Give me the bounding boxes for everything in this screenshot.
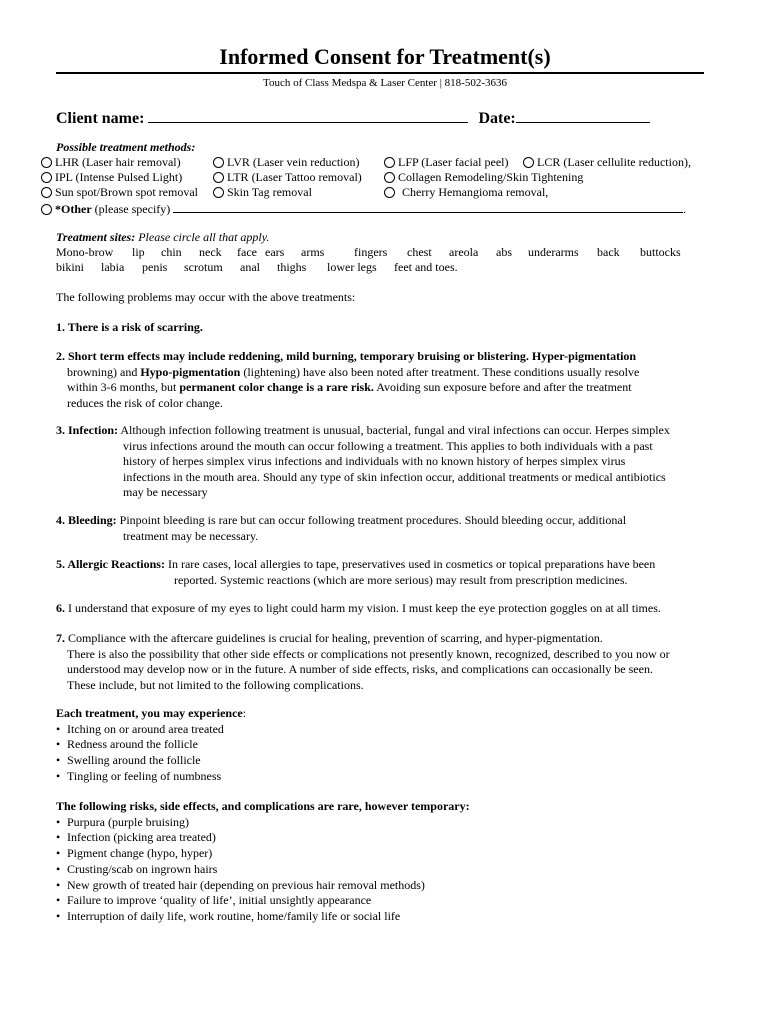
item-3-text: Although infection following treatment is unusual, bacterial, fungal and viral infections can occur. Herpes simplex: [120, 423, 670, 437]
option-label: Skin Tag removal: [227, 185, 312, 199]
client-name-field[interactable]: [148, 108, 468, 123]
clinic-contact-line: Touch of Class Medspa & Laser Center | 818-502-3636: [263, 77, 507, 89]
item-2-hypo-label: Hypo-pigmentation: [140, 364, 241, 379]
other-specify-field[interactable]: [173, 201, 683, 213]
client-name-label: Client name:: [56, 110, 145, 127]
list-item: • Itching on or around area treated: [56, 722, 706, 738]
site-item[interactable]: lower legs: [327, 260, 377, 274]
option-cherry-hemangioma[interactable]: [384, 185, 548, 200]
site-item[interactable]: arms: [301, 245, 325, 259]
item-2-short-term-effects: [56, 349, 706, 411]
option-lfp[interactable]: [384, 155, 509, 170]
option-lcr[interactable]: [523, 155, 691, 170]
other-end: .: [683, 202, 687, 216]
site-item[interactable]: labia: [101, 260, 125, 274]
radio-circle-icon[interactable]: [213, 157, 224, 168]
radio-circle-icon[interactable]: [384, 157, 395, 168]
item-7-line-3: understood may develop now or in the future. A number of side effects, risks, and complications can occasionally be seen.: [67, 662, 653, 676]
item-2-text: browning) and: [67, 364, 138, 379]
radio-circle-icon[interactable]: [41, 187, 52, 198]
site-item[interactable]: chin: [161, 245, 182, 259]
site-item[interactable]: fingers: [354, 245, 388, 259]
item-7-line-4: These include, but not limited to the following complications.: [67, 677, 364, 692]
option-collagen[interactable]: [384, 170, 583, 185]
option-label: LVR (Laser vein reduction): [227, 155, 360, 169]
item-3-line-3: history of herpes simplex virus infections and individuals with no known history of herpes simplex virus: [123, 454, 626, 468]
client-line: [56, 108, 650, 129]
other-label: *Other: [55, 202, 92, 216]
item-2-line-4: reduces the risk of color change.: [67, 395, 223, 410]
option-ipl[interactable]: [41, 170, 182, 185]
radio-circle-icon[interactable]: [523, 157, 534, 168]
item-4-line-1: [56, 513, 706, 529]
other-hint: (please specify): [94, 202, 171, 216]
site-item[interactable]: feet and toes.: [394, 260, 458, 274]
item-7-line-2: There is also the possibility that other side effects or complications not presently known, recognized, described to you now or: [67, 646, 670, 661]
rare-risks-heading: The following risks, side effects, and complications are rare, however temporary:: [56, 799, 470, 813]
site-item[interactable]: Mono-brow: [56, 245, 114, 259]
experience-colon: :: [242, 706, 247, 720]
site-item[interactable]: neck: [199, 245, 222, 259]
radio-circle-icon[interactable]: [213, 172, 224, 183]
problems-intro: The following problems may occur with the above treatments:: [56, 290, 356, 304]
list-item: • Failure to improve ‘quality of life’, initial unsightly appearance: [56, 893, 706, 909]
option-label: LFP (Laser facial peel): [398, 155, 509, 169]
item-4-bleeding: [56, 513, 706, 544]
site-item[interactable]: penis: [142, 260, 168, 274]
site-item[interactable]: buttocks: [640, 245, 681, 259]
date-field[interactable]: [516, 108, 650, 123]
item-5-allergic-reactions: [56, 557, 706, 588]
radio-circle-icon[interactable]: [213, 187, 224, 198]
item-2-line-3: [56, 380, 706, 396]
item-7-aftercare: [56, 631, 706, 693]
item-2-line-1: 2. Short term effects may include reddening, mild burning, temporary bruising or blistering. Hyper-pigmentation: [56, 349, 637, 363]
item-3-line-4: infections in the mouth area. Should any type of skin infection occur, additional treatments or medical antibiotics: [123, 469, 666, 484]
rare-risks-section: [56, 799, 706, 925]
item-5-label: 5. Allergic Reactions:: [56, 557, 165, 571]
item-6-num: 6.: [56, 601, 65, 615]
site-item[interactable]: ears: [265, 245, 285, 259]
radio-circle-icon[interactable]: [41, 204, 52, 215]
radio-circle-icon[interactable]: [384, 187, 395, 198]
option-lhr[interactable]: [41, 155, 181, 170]
item-2-rare-risk: permanent color change is a rare risk.: [179, 380, 374, 394]
item-7-text: Compliance with the aftercare guidelines is crucial for healing, prevention of scarring, and hyper-pigmentation.: [68, 631, 603, 645]
site-item[interactable]: bikini: [56, 260, 85, 274]
item-5-line-1: [56, 557, 706, 573]
item-3-line-5: may be necessary: [123, 485, 208, 499]
list-item: • Infection (picking area treated): [56, 830, 706, 846]
list-item: • Pigment change (hypo, hyper): [56, 846, 706, 862]
experience-heading-text: Each treatment, you may experience: [56, 706, 243, 720]
list-item: • Tingling or feeling of numbness: [56, 769, 706, 785]
form-title: Informed Consent for Treatment(s): [219, 44, 551, 69]
experience-list: [56, 722, 706, 785]
list-item: • Crusting/scab on ingrown hairs: [56, 862, 706, 878]
radio-circle-icon[interactable]: [41, 172, 52, 183]
list-item: • Swelling around the follicle: [56, 753, 706, 769]
item-4-line-2: treatment may be necessary.: [123, 528, 259, 543]
option-label: LHR (Laser hair removal): [55, 155, 181, 169]
site-item[interactable]: scrotum: [184, 260, 223, 274]
site-item[interactable]: face: [237, 245, 257, 259]
date-label: Date:: [478, 110, 516, 127]
item-4-label: 4. Bleeding:: [56, 513, 117, 527]
sites-heading-label: Treatment sites:: [56, 230, 136, 244]
item-2-text: (lightening) have also been noted after treatment. These conditions usually resolve: [243, 364, 640, 379]
item-6-eye-protection: [56, 601, 706, 617]
option-label: LCR (Laser cellulite reduction),: [537, 155, 691, 169]
title-rule: [56, 72, 704, 74]
radio-circle-icon[interactable]: [384, 172, 395, 183]
treatment-sites-heading: [56, 230, 269, 246]
item-5-text: In rare cases, local allergies to tape, preservatives used in cosmetics or topical preparations have been: [167, 557, 656, 571]
item-2-line-2: [56, 365, 706, 381]
list-item: • Interruption of daily life, work routine, home/family life or social life: [56, 909, 706, 925]
item-7-line-1: [56, 631, 706, 647]
option-label: Sun spot/Brown spot removal: [55, 185, 198, 199]
option-label: Cherry Hemangioma removal,: [402, 185, 549, 199]
option-skin-tag[interactable]: [213, 185, 312, 200]
option-ltr[interactable]: [213, 170, 362, 185]
item-3-label: 3. Infection:: [56, 423, 118, 437]
site-item[interactable]: chest: [407, 245, 432, 259]
option-label: LTR (Laser Tattoo removal): [227, 170, 362, 184]
option-label: IPL (Intense Pulsed Light): [55, 170, 183, 184]
rare-risks-list: [56, 815, 706, 926]
site-item[interactable]: areola: [449, 245, 479, 259]
item-3-line-2: virus infections around the mouth can occur following a treatment. This applies to both individuals with a past: [123, 438, 653, 453]
list-item: • New growth of treated hair (depending on previous hair removal methods): [56, 878, 706, 894]
sites-hint: Please circle all that apply.: [138, 230, 270, 244]
site-item[interactable]: underarms: [528, 245, 579, 259]
item-4-text: Pinpoint bleeding is rare but can occur following treatment procedures. Should bleeding occur, additional: [119, 513, 627, 527]
item-3-line-1: [56, 423, 706, 439]
list-item: • Purpura (purple bruising): [56, 815, 706, 831]
option-label: Collagen Remodeling/Skin Tightening: [398, 170, 584, 184]
option-lvr[interactable]: [213, 155, 360, 170]
radio-circle-icon[interactable]: [41, 157, 52, 168]
item-7-num: 7.: [56, 631, 65, 645]
item-6-text: I understand that exposure of my eyes to light could harm my vision. I must keep the eye protection goggles on at all times.: [68, 601, 661, 615]
item-2-text: within 3-6 months, but: [67, 380, 177, 394]
list-item: • Redness around the follicle: [56, 737, 706, 753]
option-other[interactable]: [41, 201, 686, 217]
item-1-scarring: 1. There is a risk of scarring.: [56, 320, 203, 334]
site-item[interactable]: back: [597, 245, 620, 259]
site-item[interactable]: lip: [132, 245, 145, 259]
site-item[interactable]: thighs: [277, 260, 307, 274]
item-6-line-1: [56, 601, 706, 617]
option-sun-spot[interactable]: [41, 185, 198, 200]
experience-heading: [56, 706, 706, 722]
experience-section: [56, 706, 706, 785]
item-5-line-2: reported. Systemic reactions (which are more serious) may result from prescription medicines.: [174, 572, 628, 587]
site-item[interactable]: abs: [496, 245, 512, 259]
site-item[interactable]: anal: [240, 260, 260, 274]
treatment-methods-heading: Possible treatment methods:: [56, 140, 196, 154]
item-2-text: Avoiding sun exposure before and after the treatment: [376, 380, 632, 394]
item-3-infection: [56, 423, 706, 501]
